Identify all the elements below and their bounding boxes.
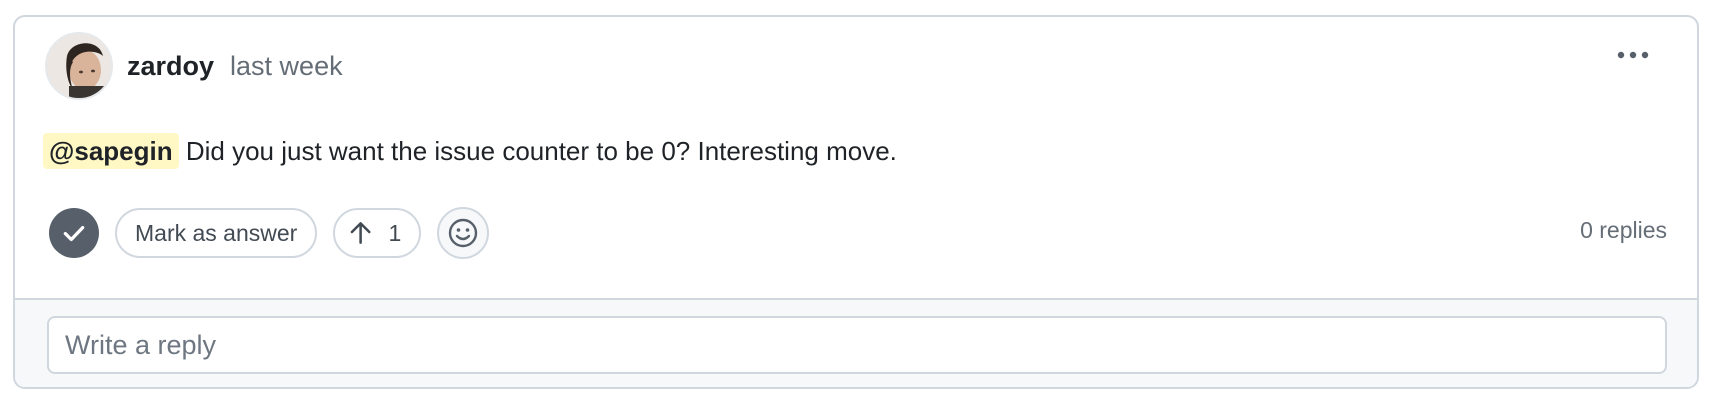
comment-text: Did you just want the issue counter to be 0? Interesting move.: [178, 136, 897, 166]
check-icon: [61, 220, 87, 246]
comment-actions: [49, 207, 489, 259]
upvote-count: 1: [388, 219, 402, 246]
mark-as-answer-button[interactable]: [115, 208, 317, 258]
discussion-comment-card: [13, 15, 1699, 389]
user-mention[interactable]: @sapegin: [43, 133, 179, 169]
mark-as-answer-label: Mark as answer: [135, 219, 298, 246]
comment-body: [43, 132, 897, 170]
add-reaction-button[interactable]: [437, 207, 489, 259]
comment-header: [45, 31, 343, 101]
author-name[interactable]: zardoy: [127, 50, 215, 81]
upvote-button[interactable]: [333, 208, 421, 258]
comment-timestamp[interactable]: last week: [230, 50, 343, 81]
reply-input[interactable]: [47, 316, 1667, 374]
avatar-image: [47, 34, 111, 98]
arrow-up-icon: [349, 220, 372, 246]
avatar[interactable]: [45, 32, 113, 100]
answer-check-button[interactable]: [49, 208, 99, 258]
kebab-horizontal-icon: [1616, 50, 1650, 60]
smiley-icon: [447, 217, 479, 249]
replies-count[interactable]: 0 replies: [1580, 217, 1667, 243]
reply-footer: [15, 298, 1697, 389]
more-options-button[interactable]: [1609, 37, 1657, 73]
